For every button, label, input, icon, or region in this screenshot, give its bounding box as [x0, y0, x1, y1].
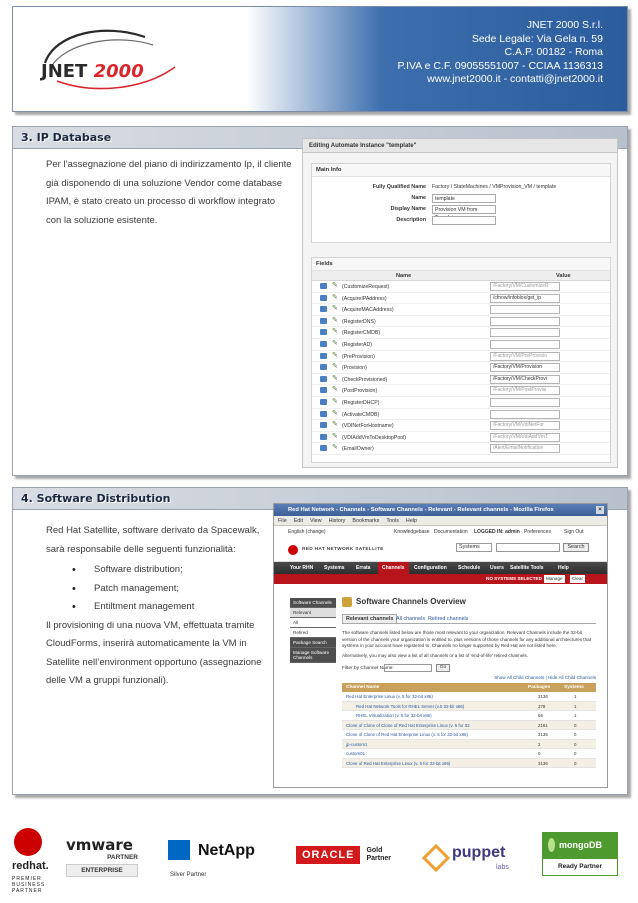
- field-value-input[interactable]: /Factory/VM/VdiNetFor: [490, 421, 560, 430]
- field-value-input[interactable]: /Alert/EmailNotification: [490, 444, 560, 453]
- field-row: [312, 420, 610, 432]
- field-name: (CheckProvisioned): [342, 376, 388, 383]
- field-row: [312, 293, 610, 305]
- field-name: (RegisterAD): [342, 341, 372, 348]
- paragraph-line: IPAM, è stato creato un processo di workflow integrato: [46, 196, 275, 207]
- field-name: (RegisterCMDB): [342, 330, 381, 337]
- redhat-hat-icon: [14, 828, 42, 856]
- nav-schedule[interactable]: Schedule: [458, 565, 481, 571]
- field-name: (VDINetForHostname): [342, 423, 394, 430]
- field-value-input[interactable]: [490, 305, 560, 314]
- menu-item[interactable]: Help: [405, 518, 418, 524]
- tab-all[interactable]: All channels: [396, 616, 426, 622]
- field-name: (AcquireMACAddress): [342, 307, 394, 314]
- rhn-systems-bar: [274, 574, 607, 584]
- paragraph-line: già disponendo di una soluzione Vendor come database: [46, 177, 283, 189]
- netapp-partner-logo: [168, 836, 258, 886]
- child-channel-toggles[interactable]: Show All Child Channels | Hide All Child Channels: [494, 675, 596, 680]
- main-info-panel: [311, 163, 611, 243]
- field-row: [312, 339, 610, 351]
- mongodb-tier: Ready Partner: [557, 863, 603, 870]
- rhn-main-content: [342, 596, 596, 768]
- field-row: [312, 385, 610, 397]
- field-type-icon: [320, 295, 327, 301]
- fields-table-header: [312, 271, 610, 281]
- tab-retired[interactable]: Retired channels: [428, 616, 469, 622]
- field-name: (PreProvision): [342, 353, 375, 360]
- channel-name-link[interactable]: RHEL Virtualization (v. 5 for 32-bit x86): [356, 713, 432, 718]
- field-row: [312, 374, 610, 386]
- search-input[interactable]: [496, 543, 560, 552]
- main-info-heading: Main Info: [312, 164, 610, 177]
- feature-item: • Patch management;: [46, 580, 296, 599]
- channel-systems: 0: [574, 751, 577, 756]
- channels-alt-line: Alternatively, you may also view a list of all channels or a list of 'end-of-life' retired channels.: [342, 652, 529, 658]
- channel-systems: 1: [574, 694, 577, 699]
- redhat-hat-icon: [288, 545, 298, 555]
- logged-in-label: LOGGED IN: admin: [474, 529, 520, 535]
- rhn-logo-row: [274, 538, 607, 562]
- rhn-brand: RED HAT NETWORK SATELLITE: [302, 547, 384, 552]
- info-value: Factory / StateMachines / VMProvision_VM / template: [432, 184, 557, 190]
- signout-link[interactable]: Sign Out: [564, 529, 584, 535]
- mongodb-leaf-icon: [548, 838, 555, 852]
- netapp-name: NetApp: [198, 842, 255, 859]
- automate-title: Editing Automate Instance "template": [303, 139, 617, 153]
- section-paragraph: [46, 156, 316, 230]
- field-row: [312, 432, 610, 444]
- section-paragraph: [46, 522, 296, 691]
- firefox-menubar: [274, 516, 607, 526]
- feature-item: • Software distribution;: [46, 561, 296, 580]
- field-value-input[interactable]: /Factory/VM/CustomizeR: [490, 282, 560, 291]
- menu-item[interactable]: Bookmarks: [352, 518, 380, 524]
- paragraph-line: Red Hat Satellite, software derivato da Spacewalk,: [46, 525, 260, 536]
- paragraph-line: sarà responsabile delle seguenti funzionalità:: [46, 543, 236, 555]
- tier-line: Gold: [366, 847, 383, 854]
- feature-list: [46, 561, 296, 617]
- channel-row[interactable]: [342, 721, 596, 731]
- lang-link[interactable]: English (change): [288, 529, 326, 535]
- kb-link[interactable]: Knowledgebase: [394, 529, 430, 535]
- channels-table-body: [342, 692, 596, 768]
- tier-line: PARTNER: [12, 888, 43, 894]
- vmware-sub: PARTNER: [107, 854, 138, 861]
- search-button[interactable]: Search: [563, 543, 589, 552]
- field-type-icon: [320, 318, 327, 324]
- field-type-icon: [320, 341, 327, 347]
- field-value-input[interactable]: [490, 328, 560, 337]
- edit-pencil-icon[interactable]: ✎: [332, 328, 338, 336]
- field-type-icon: [320, 399, 327, 405]
- field-name: (Provision): [342, 365, 367, 372]
- field-row: [312, 281, 610, 293]
- edit-pencil-icon[interactable]: ✎: [332, 432, 338, 440]
- menu-item[interactable]: View: [309, 518, 322, 524]
- edit-pencil-icon[interactable]: ✎: [332, 316, 338, 324]
- info-label: Fully Qualified Name: [372, 184, 426, 190]
- field-value-input[interactable]: /Factory/VM/PreProvisio: [490, 352, 560, 361]
- field-row: [312, 443, 610, 455]
- field-name: (RegisterDHCP): [342, 399, 380, 406]
- mongodb-name: mongoDB: [559, 840, 602, 850]
- puppet-partner-logo: [422, 842, 522, 878]
- field-row: [312, 316, 610, 328]
- channel-name-link[interactable]: jp-custom1: [346, 741, 368, 747]
- sidebar-item-retired[interactable]: Retired: [290, 628, 336, 638]
- channel-name-link[interactable]: Red Hat Enterprise Linux (v. 5 for 32-bit x86): [346, 694, 433, 699]
- nav-satellite-tools[interactable]: Satellite Tools: [510, 565, 544, 571]
- company-info: [398, 19, 603, 87]
- field-row: [312, 362, 610, 374]
- logo-swoosh-icon: [35, 23, 185, 93]
- menu-item[interactable]: File: [278, 518, 287, 524]
- puppet-mark-icon: [422, 844, 450, 872]
- puppet-sub: labs: [496, 864, 509, 871]
- edit-pencil-icon[interactable]: ✎: [332, 293, 338, 301]
- channel-packages: 2: [538, 741, 541, 747]
- field-type-icon: [320, 364, 327, 370]
- edit-pencil-icon[interactable]: ✎: [332, 421, 338, 429]
- channel-name-link[interactable]: Clone of Clone of Clone of Red Hat Enterprise Linux (v. 5 for 32: [346, 722, 470, 728]
- close-icon[interactable]: ×: [596, 506, 604, 514]
- vmware-tier: ENTERPRISE: [66, 864, 138, 877]
- field-type-icon: [320, 434, 327, 440]
- fields-panel: [311, 257, 611, 463]
- field-row: [312, 351, 610, 363]
- tab-relevant[interactable]: Relevant channels: [342, 614, 397, 623]
- field-type-icon: [320, 306, 327, 312]
- prefs-link[interactable]: Preferences: [524, 529, 551, 535]
- nav-help[interactable]: Help: [558, 565, 569, 571]
- field-value-input[interactable]: [490, 340, 560, 349]
- channel-row[interactable]: [342, 711, 596, 721]
- field-name: (CustomizeRequest): [342, 284, 390, 290]
- header-box: [12, 6, 628, 112]
- channel-packages: 0: [538, 751, 541, 756]
- field-value-input[interactable]: [490, 410, 560, 419]
- field-type-icon: [320, 422, 327, 428]
- field-type-icon: [320, 445, 327, 451]
- field-name: (RegisterDNS): [342, 318, 376, 325]
- edit-pencil-icon[interactable]: ✎: [332, 305, 338, 313]
- info-value[interactable]: [432, 216, 496, 225]
- edit-pencil-icon[interactable]: ✎: [332, 282, 338, 289]
- main-info-row: [312, 193, 610, 204]
- edit-pencil-icon[interactable]: ✎: [332, 444, 338, 452]
- channels-table-header: [342, 683, 596, 692]
- main-info-rows: [312, 177, 610, 226]
- channel-row[interactable]: [342, 692, 596, 702]
- menu-item[interactable]: Tools: [386, 518, 399, 524]
- redhat-partner-logo: [8, 828, 58, 902]
- tier-line: Partner: [366, 855, 391, 862]
- mongodb-partner-logo: [542, 832, 618, 876]
- field-type-icon: [320, 376, 327, 382]
- channel-name-link[interactable]: custom01: [346, 751, 366, 756]
- mongodb-badge: [542, 832, 618, 876]
- main-info-row: [312, 215, 610, 226]
- company-vat: P.IVA e C.F. 09055551007 - CCIAA 1136313: [397, 59, 603, 72]
- edit-pencil-icon[interactable]: ✎: [332, 409, 338, 417]
- field-value-input[interactable]: [490, 317, 560, 326]
- info-label: Description: [396, 217, 426, 223]
- edit-pencil-icon[interactable]: ✎: [332, 339, 338, 347]
- sidebar-item-manage-channels[interactable]: Manage Software Channels: [290, 648, 336, 663]
- docs-link[interactable]: Documentation: [434, 529, 468, 535]
- field-value-input[interactable]: /Factory/VM/CheckProvi: [490, 375, 560, 384]
- channel-packages: 3136: [538, 732, 548, 737]
- filter-label: Filter by Channel Name:: [342, 666, 394, 671]
- company-address: Sede Legale: Via Gela n. 59: [471, 32, 603, 45]
- edit-pencil-icon[interactable]: ✎: [332, 386, 338, 394]
- feature-item: • Entiltment management: [46, 598, 296, 617]
- field-row: [312, 304, 610, 316]
- company-cap: C.A.P. 00182 - Roma: [504, 46, 603, 58]
- manage-button[interactable]: Manage: [546, 576, 563, 581]
- oracle-tier: [366, 847, 391, 863]
- channel-packages: 3136: [538, 694, 548, 699]
- section-title: 3. IP Database: [21, 131, 112, 144]
- nav-systems[interactable]: Systems: [324, 565, 345, 571]
- col-packages: Packages: [528, 685, 551, 690]
- clear-button[interactable]: Clear: [572, 576, 583, 581]
- nav-users[interactable]: Users: [490, 565, 504, 571]
- channel-packages: 378: [538, 703, 546, 709]
- rhn-main-nav: [274, 562, 607, 574]
- firefox-titlebar: [274, 504, 607, 516]
- tier-line: BUSINESS: [12, 882, 46, 888]
- channel-systems: 0: [574, 760, 577, 766]
- field-value-input[interactable]: /cfnow/infoblox/get_ip: [490, 294, 560, 303]
- edit-pencil-icon[interactable]: ✎: [332, 397, 338, 405]
- field-name: (PostProvision): [342, 388, 378, 395]
- edit-pencil-icon[interactable]: ✎: [332, 374, 338, 382]
- channel-tabs: [342, 614, 596, 624]
- info-label: Name: [411, 195, 426, 201]
- field-type-icon: [320, 283, 327, 289]
- nav-errata[interactable]: Errata: [356, 565, 371, 571]
- field-row: [312, 397, 610, 409]
- nav-channels[interactable]: Channels: [378, 562, 409, 574]
- field-name: (EmailOwner): [342, 446, 374, 453]
- sidebar-item-all[interactable]: All: [290, 618, 336, 628]
- search-scope-select[interactable]: Systems: [456, 543, 492, 552]
- field-name: (ActivateCMDB): [342, 411, 380, 418]
- fields-table-body: [312, 281, 610, 455]
- channels-description: The software channels listed below are those most relevant to your organization. Relevant Channels include the 32-bit version of the channels your organization is entitled to, plus versions of those channels for any additional architectures that systems in your account have registered to. Channels no longer supported by Red Hat are not listed here.: [342, 630, 591, 648]
- field-type-icon: [320, 329, 327, 335]
- main-info-row: [312, 182, 610, 193]
- field-value-input[interactable]: /Factory/VM/PostProvisi: [490, 386, 560, 395]
- header-band: [0, 0, 638, 118]
- channel-systems: 1: [574, 713, 577, 718]
- field-row: [312, 409, 610, 421]
- vmware-partner-logo: [66, 836, 138, 877]
- firefox-title: Red Hat Network - Channels - Software Channels - Relevant - Relevant channels - Mozilla Firefox: [288, 507, 554, 513]
- logo-jnet: JNET: [41, 61, 88, 82]
- channel-row[interactable]: [342, 759, 596, 769]
- col-name: Name: [396, 273, 412, 279]
- field-row: [312, 327, 610, 339]
- main-info-row: [312, 204, 610, 215]
- channel-systems: 0: [574, 722, 577, 728]
- edit-pencil-icon[interactable]: ✎: [332, 363, 338, 371]
- page-title: Software Channels Overview: [342, 596, 596, 610]
- rhn-screenshot: [273, 503, 608, 788]
- col-systems: Systems: [564, 685, 584, 690]
- channel-row[interactable]: [342, 702, 596, 712]
- logo-wordmark: [41, 61, 144, 82]
- sidebar-item-package-search[interactable]: Package Search: [290, 638, 336, 648]
- paragraph-line: Satellite nell’environment opportuno (assegnazione: [46, 656, 262, 668]
- sidebar-item-software-channels[interactable]: Software Channels: [290, 598, 336, 608]
- info-value[interactable]: Provision VM from: [432, 205, 496, 214]
- channel-systems: 1: [574, 703, 577, 709]
- partner-logos: [0, 822, 638, 903]
- redhat-name: redhat.: [12, 860, 49, 872]
- puppet-name: puppet: [452, 844, 506, 861]
- paragraph-line: Per l’assegnazione del piano di indirizzamento Ip, il cliente: [46, 159, 292, 170]
- channel-row[interactable]: [342, 749, 596, 759]
- col-value: Value: [556, 273, 571, 279]
- edit-pencil-icon[interactable]: ✎: [332, 351, 338, 359]
- field-name: (AcquireIPAddress): [342, 295, 387, 302]
- nav-your-rhn[interactable]: Your RHN: [290, 565, 314, 571]
- field-type-icon: [320, 411, 327, 417]
- paragraph-line: CloudForms, inserirà automaticamente la VM in: [46, 638, 247, 649]
- channel-packages: 3136: [538, 760, 548, 766]
- channel-systems: 0: [574, 732, 577, 737]
- field-value-input[interactable]: /Factory/VM/VdiAddVmT: [490, 433, 560, 442]
- field-type-icon: [320, 387, 327, 393]
- mongodb-top: [543, 833, 617, 859]
- channel-filter: [342, 663, 596, 675]
- redhat-tier: [12, 876, 45, 894]
- col-channel-name: Channel Name: [346, 685, 380, 690]
- field-type-icon: [320, 353, 327, 359]
- netapp-mark-icon: [168, 840, 190, 860]
- paragraph-line: delle VM a gruppi funzionali).: [46, 675, 169, 686]
- tier-line: PREMIER: [12, 876, 42, 882]
- rhn-sidebar: [290, 598, 336, 663]
- channel-name-link[interactable]: Red Hat Network Tools for RHEL Server (v.5 32-bit x86): [356, 703, 465, 709]
- rhn-top-links: [274, 526, 607, 538]
- channel-name-link[interactable]: Clone of Clone of Red Hat Enterprise Linux (v. 5 for 32-bit x86): [346, 732, 468, 737]
- sidebar-item-relevant[interactable]: Relevant: [290, 608, 336, 618]
- company-name: JNET 2000 S.r.l.: [526, 19, 603, 31]
- filter-go-button[interactable]: Go: [436, 664, 450, 672]
- company-web: www.jnet2000.it - contatti@jnet2000.it: [427, 73, 603, 85]
- netapp-sub: Silver Partner: [170, 872, 207, 878]
- field-value-input[interactable]: [490, 398, 560, 407]
- oracle-name: ORACLE: [296, 846, 360, 864]
- jnet-logo: [35, 23, 195, 103]
- automate-screenshot: [302, 138, 618, 468]
- menu-item[interactable]: Edit: [293, 518, 303, 524]
- info-value[interactable]: template: [432, 194, 496, 203]
- field-name: (VDIAddVmToDesktopPool): [342, 434, 407, 441]
- logo-2000: 2000: [93, 61, 144, 82]
- field-value-input[interactable]: /Factory/VM/Provision: [490, 363, 560, 372]
- vmware-name: vmware: [66, 836, 133, 854]
- info-label: Display Name: [390, 206, 426, 212]
- oracle-partner-logo: [296, 846, 406, 864]
- channel-row[interactable]: [342, 730, 596, 740]
- nav-configuration[interactable]: Configuration: [414, 565, 447, 571]
- section-title: 4. Software Distribution: [21, 492, 171, 505]
- channel-packages: 2161: [538, 722, 548, 728]
- paragraph-line: Il provisioning di una nuova VM, effettuata tramite: [46, 619, 255, 631]
- paragraph-line: con la soluzione esistente.: [46, 214, 158, 226]
- channel-name-link[interactable]: Clone of Red Hat Enterprise Linux (v. 5 for 32-bit x86): [346, 760, 451, 766]
- systems-selected-label: NO SYSTEMS SELECTED: [486, 576, 542, 581]
- filter-input[interactable]: [384, 664, 432, 672]
- channel-row[interactable]: [342, 740, 596, 750]
- channel-packages: 66: [538, 713, 543, 718]
- menu-item[interactable]: History: [328, 518, 346, 524]
- channel-systems: 0: [574, 741, 577, 747]
- fields-heading: Fields: [312, 258, 610, 271]
